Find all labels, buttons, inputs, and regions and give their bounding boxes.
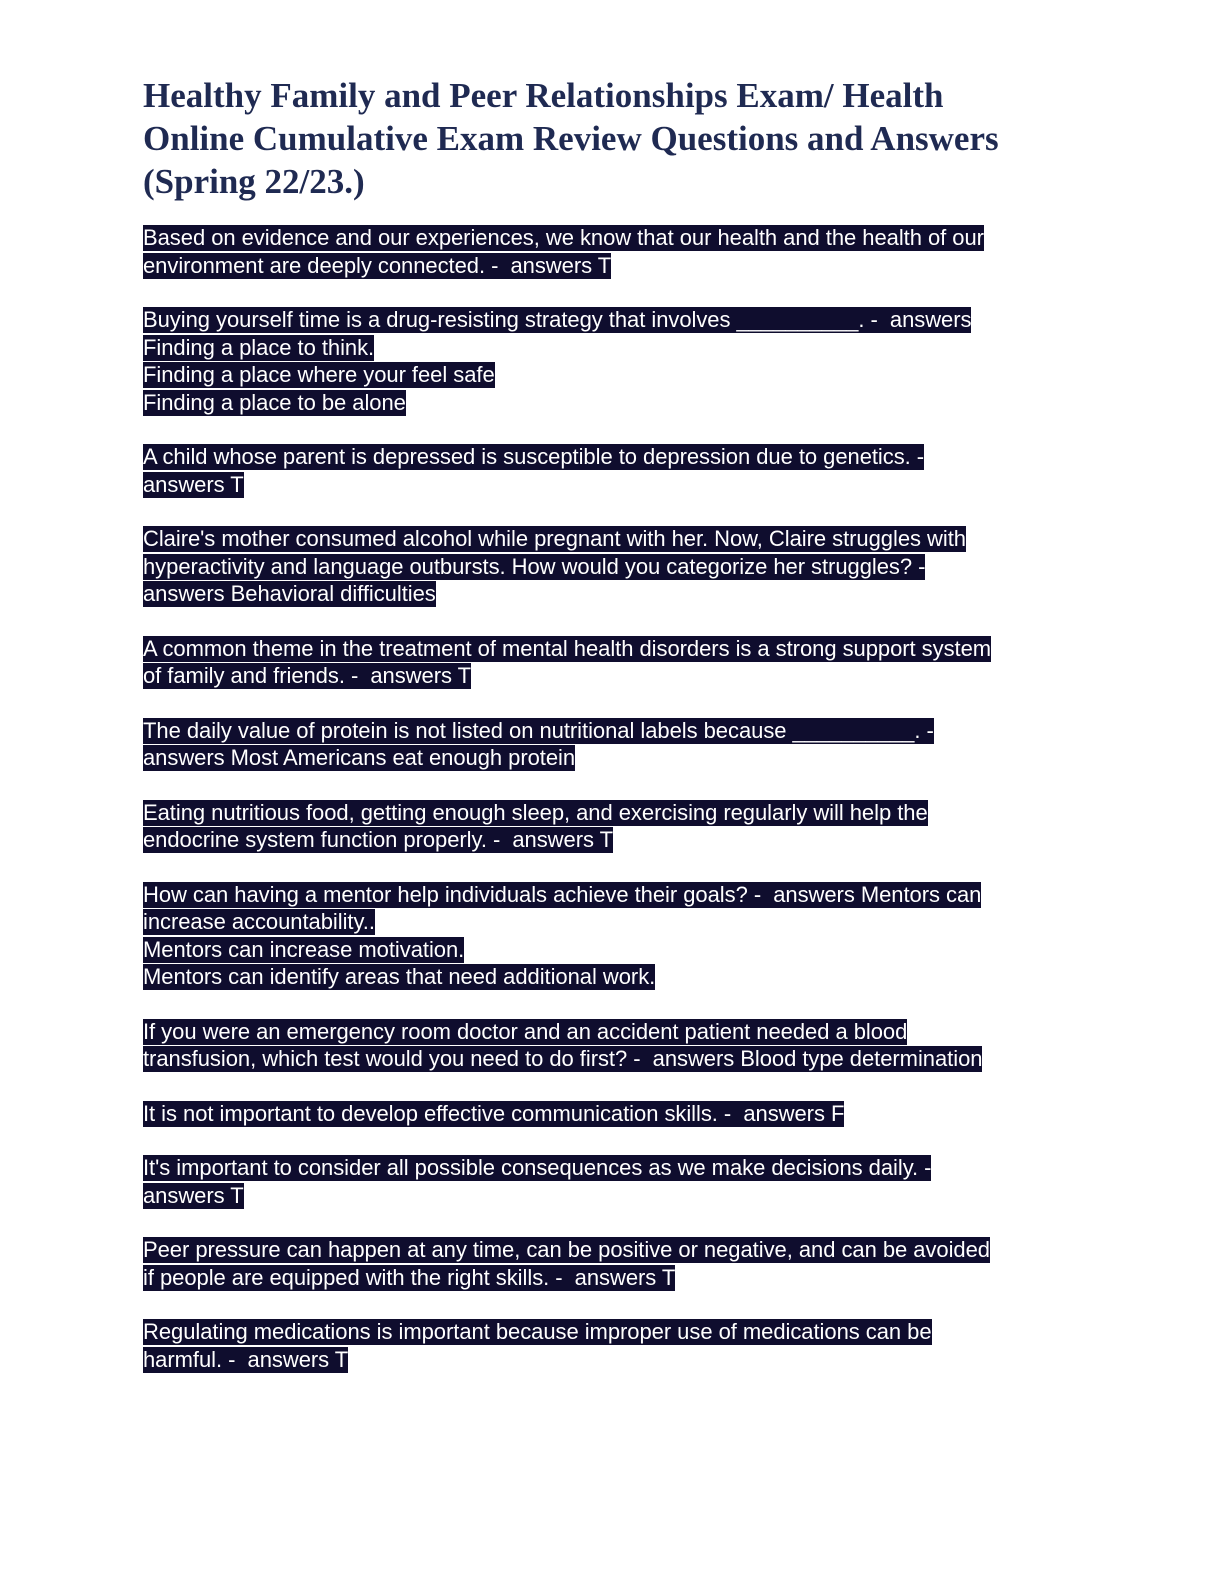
qa-text-line: answers T [143, 1182, 244, 1208]
qa-text-line: It's important to consider all possible consequences as we make decisions daily. - [143, 1155, 932, 1180]
qa-text-line: A child whose parent is depressed is susceptible to depression due to genetics. - [143, 444, 925, 469]
qa-text-line: increase accountability.. [143, 909, 375, 934]
qa-item [143, 800, 1083, 855]
qa-text-line: Regulating medications is important because improper use of medications can be [143, 1319, 932, 1344]
qa-text-line: answers Behavioral difficulties [143, 581, 436, 606]
qa-text-line: Finding a place to be alone [143, 389, 406, 415]
qa-item [143, 718, 1083, 773]
qa-text-line: answers Most Americans eat enough protein [143, 745, 576, 770]
qa-text-line: Eating nutritious food, getting enough sleep, and exercising regularly will help the [143, 799, 928, 825]
title-line: Online Cumulative Exam Review Questions and Answers [143, 119, 999, 158]
qa-text-line: endocrine system function properly. - answers T [143, 827, 613, 852]
qa-item [143, 636, 1083, 691]
qa-item [143, 1101, 1083, 1129]
qa-item [143, 444, 1083, 499]
qa-item [143, 1237, 1083, 1292]
qa-text-line: A common theme in the treatment of mental health disorders is a strong support system [143, 635, 992, 661]
qa-text-line: Finding a place where your feel safe [143, 362, 495, 387]
title-line: (Spring 22/23.) [143, 162, 365, 201]
qa-text-line: If you were an emergency room doctor and an accident patient needed a blood [143, 1018, 908, 1044]
qa-text-line: harmful. - answers T [143, 1346, 349, 1372]
qa-item [143, 526, 1083, 609]
qa-text-line: transfusion, which test would you need to do first? - answers Blood type determination [143, 1046, 983, 1071]
qa-text-line: Mentors can increase motivation. [143, 936, 465, 962]
qa-item [143, 882, 1083, 992]
qa-text-line: Claire's mother consumed alcohol while pregnant with her. Now, Claire struggles with [143, 526, 966, 551]
qa-text-line: Peer pressure can happen at any time, can be positive or negative, and can be avoided [143, 1237, 990, 1262]
qa-text-line: The daily value of protein is not listed on nutritional labels because __________. - [143, 717, 934, 743]
qa-text-line: Mentors can identify areas that need additional work. [143, 964, 656, 989]
qa-text-line: Finding a place to think. [143, 334, 375, 360]
qa-text-line: Buying yourself time is a drug-resisting strategy that involves __________. - answers [143, 307, 972, 332]
qa-list [143, 225, 1083, 1401]
qa-item [143, 1319, 1083, 1374]
qa-text-line: environment are deeply connected. - answers T [143, 252, 612, 278]
qa-text-line: Based on evidence and our experiences, we know that our health and the health of our [143, 225, 984, 250]
qa-item [143, 1155, 1083, 1210]
qa-item [143, 225, 1083, 280]
qa-item [143, 1019, 1083, 1074]
qa-text-line: How can having a mentor help individuals achieve their goals? - answers Mentors can [143, 881, 982, 907]
qa-text-line: answers T [143, 471, 244, 497]
qa-text-line: hyperactivity and language outbursts. How would you categorize her struggles? - [143, 553, 926, 579]
qa-item [143, 307, 1083, 417]
qa-text-line: It is not important to develop effective communication skills. - answers F [143, 1100, 845, 1126]
document-title [143, 74, 1083, 203]
title-line: Healthy Family and Peer Relationships Exam/ Health [143, 76, 944, 115]
qa-text-line: of family and friends. - answers T [143, 663, 471, 688]
qa-text-line: if people are equipped with the right skills. - answers T [143, 1264, 676, 1290]
